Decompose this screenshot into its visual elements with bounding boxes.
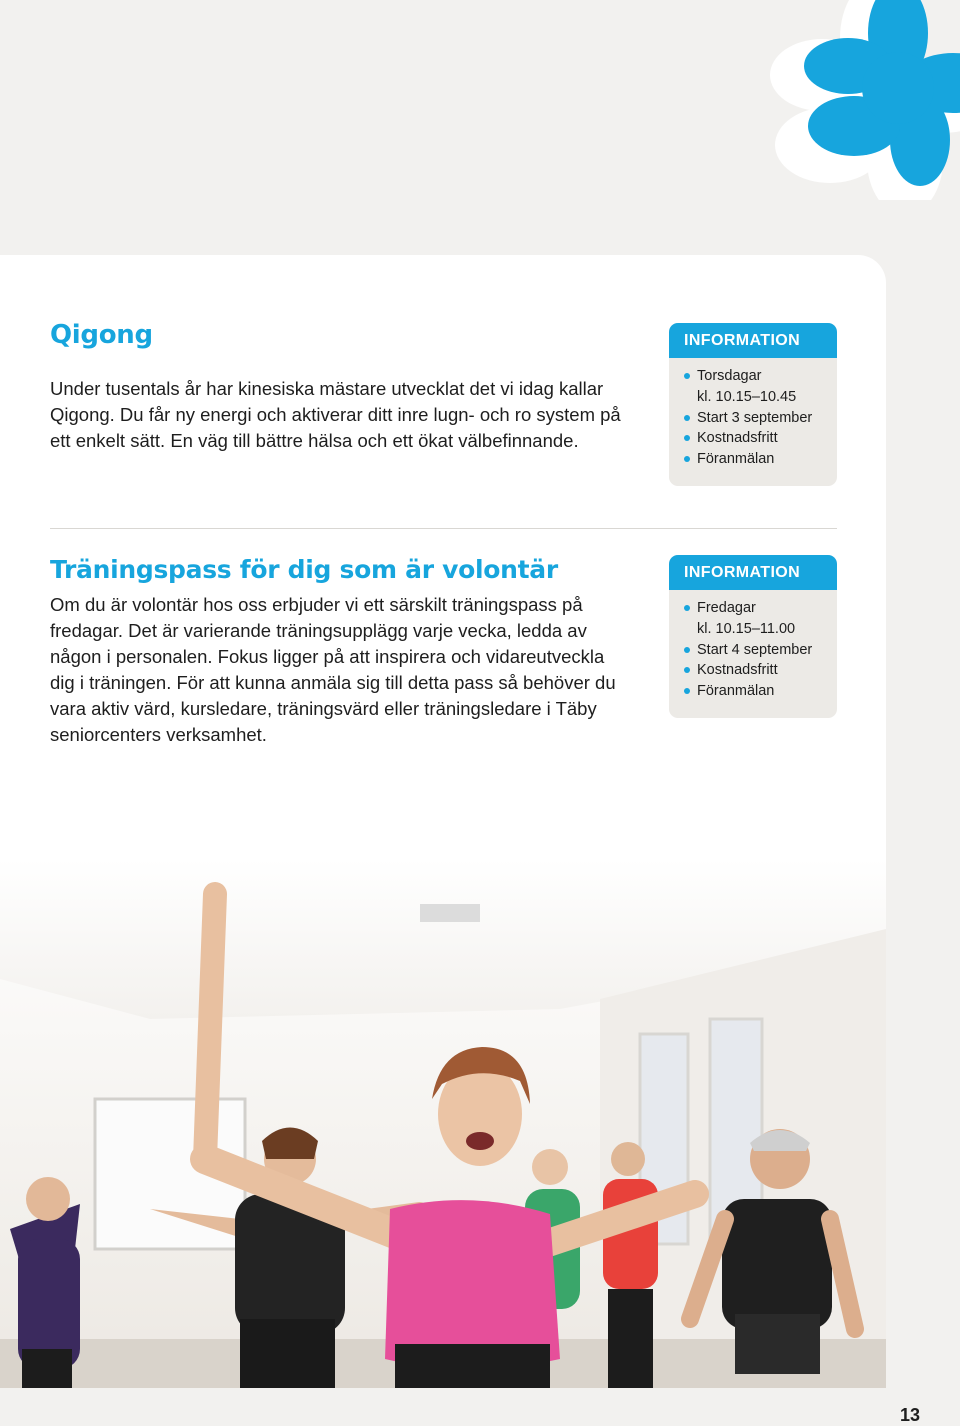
info-item: kl. 10.15–11.00 [697, 620, 796, 637]
text-line: ett enkelt sätt. En väg till bättre hälsa och ett ökat välbefinnande. [50, 430, 579, 451]
info-item: Kostnadsfritt [683, 660, 837, 681]
info-item: Fredagar [683, 598, 837, 619]
section-divider [50, 528, 837, 529]
info-item: kl. 10.15–10.45 [697, 388, 797, 405]
content-card [0, 255, 886, 1388]
text-line: Under tusentals år har kinesiska mästare utvecklat det vi idag kallar [50, 378, 604, 399]
volunteer-training-description [50, 592, 616, 748]
volunteer-info-box [669, 555, 837, 718]
page-number: 13 [900, 1405, 921, 1425]
flower-icon [730, 0, 960, 200]
text-line: dig i träningen. För att kunna anmäla sig till detta pass så behöver du [50, 672, 616, 693]
info-item: Start 4 september [683, 640, 837, 661]
info-header: INFORMATION [669, 323, 837, 358]
text-line: Om du är volontär hos oss erbjuder vi ett särskilt träningspass på [50, 594, 583, 615]
info-header: INFORMATION [669, 555, 837, 590]
text-line: vara aktiv värd, kursledare, träningsvärd eller träningsledare i Täby [50, 698, 597, 719]
text-line: Qigong. Du får ny energi och aktiverar ditt inre lugn- och ro system på [50, 404, 621, 425]
info-item: Kostnadsfritt [683, 428, 837, 449]
text-line: seniorcenters verksamhet. [50, 724, 267, 745]
info-item: Torsdagar [683, 366, 837, 387]
qigong-description [50, 376, 621, 454]
volunteer-training-title: Träningspass för dig som är volontär [50, 555, 558, 584]
qigong-info-box [669, 323, 837, 486]
info-item: Föranmälan [683, 681, 837, 702]
text-line: någon i personalen. Fokus ligger på att inspirera och vidareutveckla [50, 646, 605, 667]
info-item: Föranmälan [683, 449, 837, 470]
info-item: Start 3 september [683, 408, 837, 429]
text-line: fredagar. Det är varierande träningsupplägg varje vecka, ledda av [50, 620, 587, 641]
exercise-group-photo [0, 859, 886, 1388]
qigong-title: Qigong [50, 320, 153, 350]
